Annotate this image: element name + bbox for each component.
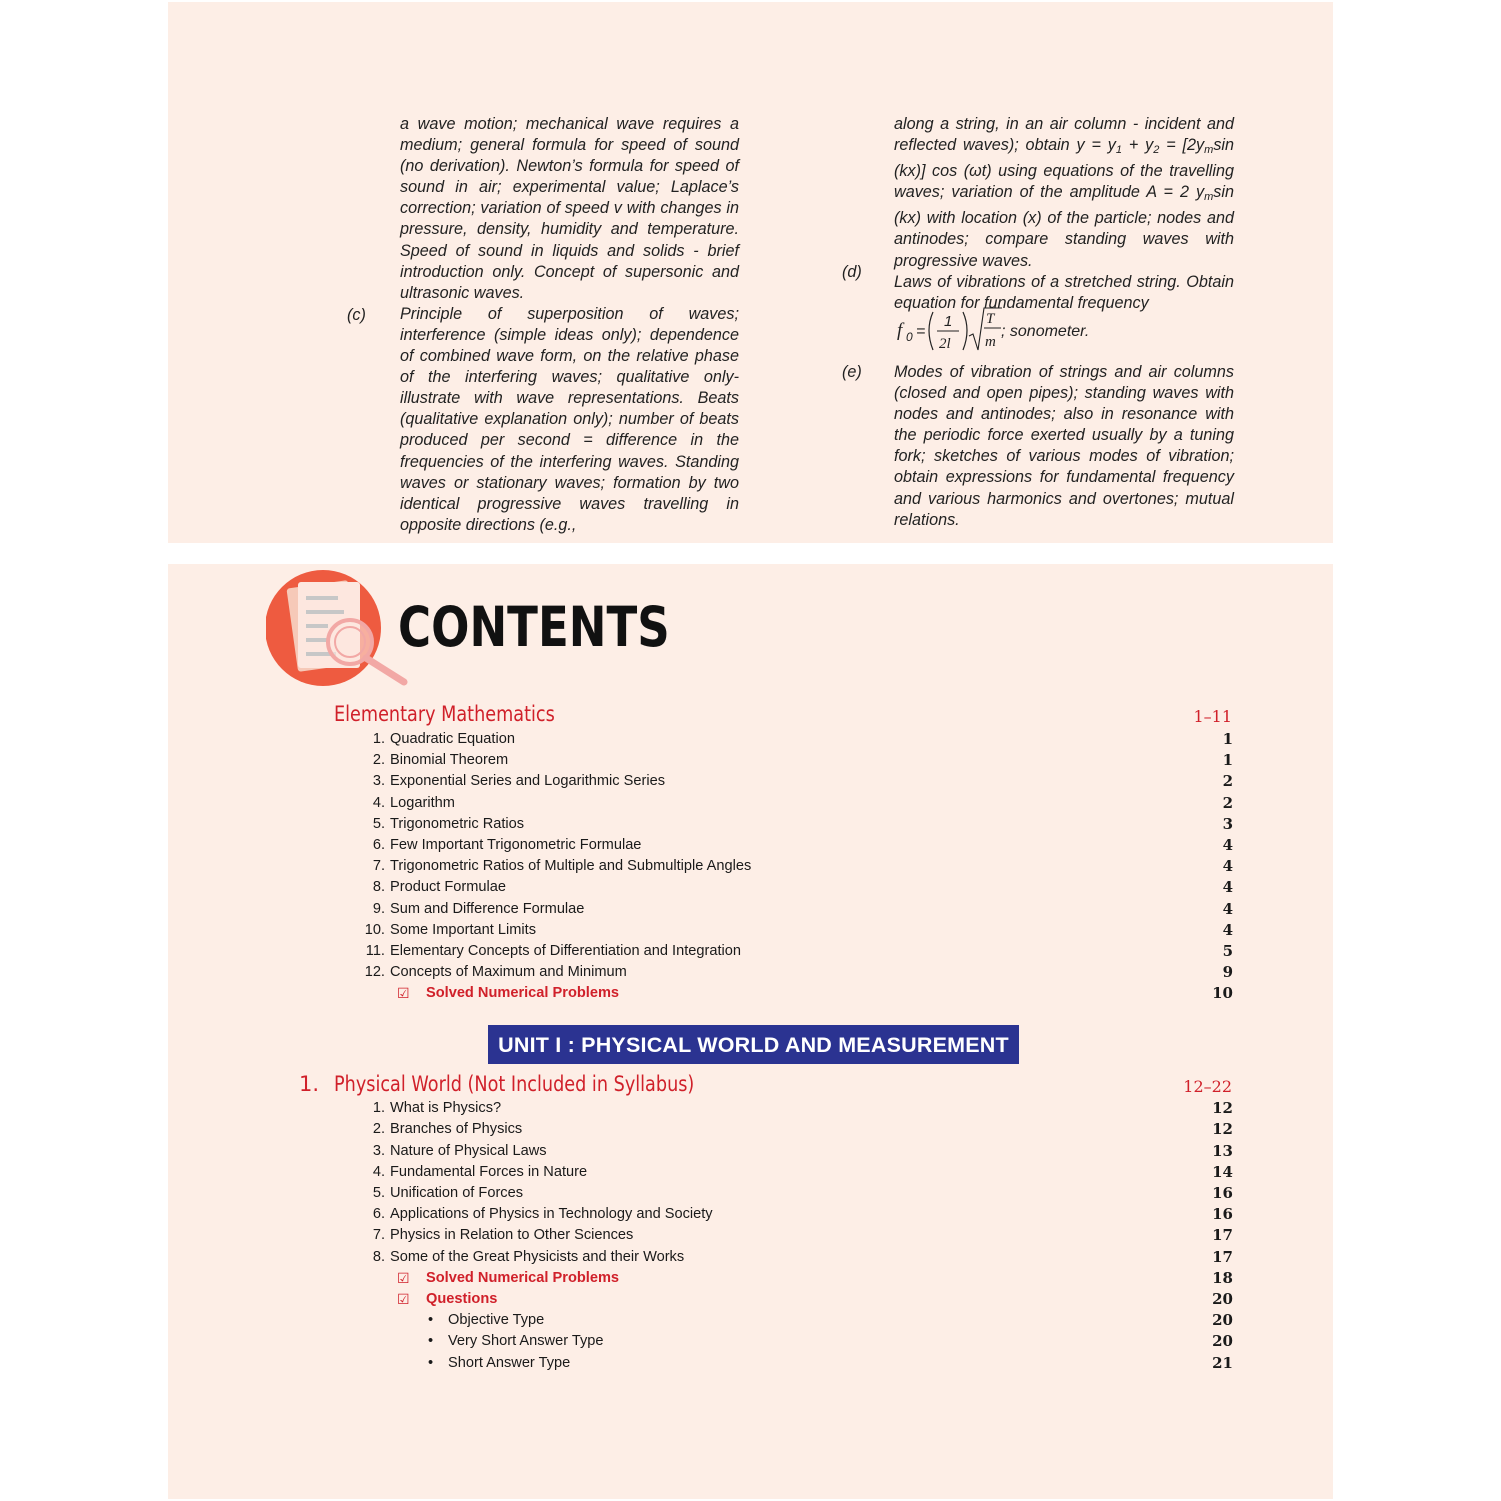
svg-text:m: m <box>985 334 996 350</box>
toc-item-questions[interactable]: ☑ Questions 20 <box>397 1290 1233 1308</box>
toc-item[interactable]: 7. Trigonometric Ratios of Multiple and Submultiple Angles 4 <box>372 857 1233 875</box>
toc-item[interactable]: 1. What is Physics? 12 <box>372 1099 1233 1117</box>
syllabus-right-column <box>894 114 1234 314</box>
syllabus-item-d-text: Laws of vibrations of a stretched string. Obtain equation for fundamental frequency <box>894 272 1234 312</box>
toc-subitem[interactable]: • Very Short Answer Type 20 <box>428 1332 1233 1350</box>
svg-text:1: 1 <box>944 313 953 330</box>
syllabus-marker-d: (d) <box>842 263 862 281</box>
toc-item[interactable]: 1. Quadratic Equation 1 <box>372 730 1233 748</box>
svg-text:2l: 2l <box>939 336 951 352</box>
fundamental-frequency-formula <box>897 306 1217 354</box>
toc-item[interactable]: 6. Few Important Trigonometric Formulae 4 <box>372 836 1233 854</box>
svg-text:=: = <box>916 323 926 340</box>
syllabus-item-c-text: Principle of superposition of waves; interference (simple ideas only); dependence of combined wave form, on the relative phase of the interfering waves; qualitative only- illustrate with wave representations. Beats (qualitative explanation only); number of beats produced per second = difference in the frequencies of the interfering waves. Standing waves or stationary waves; formation by two identical progressive waves travelling in opposite directions (e.g., <box>400 304 739 534</box>
toc-item[interactable]: 6. Applications of Physics in Technology and Society 16 <box>372 1205 1233 1223</box>
checkbox-icon: ☑ <box>397 1291 410 1307</box>
checkbox-icon: ☑ <box>397 985 410 1001</box>
toc-item[interactable]: 12. Concepts of Maximum and Minimum 9 <box>364 963 1233 981</box>
toc-item[interactable]: 5. Trigonometric Ratios 3 <box>372 815 1233 833</box>
contents-magnifier-icon <box>266 570 416 690</box>
bullet-icon: • <box>428 1333 434 1349</box>
toc-item[interactable]: 10. Some Important Limits 4 <box>364 921 1233 939</box>
syllabus-text-standing-waves: along a string, in an air column - incident and reflected waves); obtain $y = y_1 + y_2 = [2y_m\sin$ (kx)] cos (ωt) using equations of the travelling waves; variation of the amplitude A = 2 $y_m\sin$ (kx) with location (x) of the particle; nodes and antinodes; compare standing waves with progressive waves. <box>894 115 1235 270</box>
chapter-title-elementary-mathematics: Elementary Mathematics <box>334 702 555 726</box>
toc-item[interactable]: 8. Some of the Great Physicists and their Works 17 <box>372 1248 1233 1266</box>
bullet-icon: • <box>428 1355 434 1371</box>
unit-banner: UNIT I : PHYSICAL WORLD AND MEASUREMENT <box>488 1025 1019 1064</box>
chapter-number: 1. <box>299 1072 320 1096</box>
toc-subitem[interactable]: • Objective Type 20 <box>428 1311 1233 1329</box>
checkbox-icon: ☑ <box>397 1270 410 1286</box>
toc-item[interactable]: 4. Logarithm 2 <box>372 794 1233 812</box>
toc-item[interactable]: 5. Unification of Forces 16 <box>372 1184 1233 1202</box>
toc-item[interactable]: 3. Exponential Series and Logarithmic Series 2 <box>372 772 1233 790</box>
chapter-title-physical-world[interactable]: Physical World (Not Included in Syllabus) <box>334 1072 695 1096</box>
toc-item[interactable]: 11. Elementary Concepts of Differentiation and Integration 5 <box>365 942 1233 960</box>
chapter-page-range: 1–11 <box>1193 707 1232 726</box>
toc-item[interactable]: 8. Product Formulae 4 <box>372 878 1233 896</box>
chapter-page-range: 12–22 <box>1183 1077 1232 1096</box>
syllabus-item-e <box>894 362 1234 531</box>
toc-item[interactable]: 7. Physics in Relation to Other Sciences 17 <box>372 1226 1233 1244</box>
toc-item-solved-problems[interactable]: ☑ Solved Numerical Problems 18 <box>397 1269 1233 1287</box>
syllabus-left-column <box>400 114 739 536</box>
toc-item[interactable]: 4. Fundamental Forces in Nature 14 <box>372 1163 1233 1181</box>
syllabus-marker-c: (c) <box>347 306 366 324</box>
toc-item[interactable]: 9. Sum and Difference Formulae 4 <box>372 900 1233 918</box>
syllabus-text-continued: a wave motion; mechanical wave requires a medium; general formula for speed of sound (no derivation). Newton’s formula for speed of sound in air; experimental value; Laplace’s correction; variation of speed v with changes in pressure, density, humidity and temperature. Speed of sound in liquids and solids - brief introduction only. Concept of supersonic and ultrasonic waves. <box>400 115 739 302</box>
syllabus-item-e-text: Modes of vibration of strings and air columns (closed and open pipes); standing waves with nodes and antinodes; also in resonance with the periodic force exerted usually by a tuning fork; sketches of various modes of vibration; obtain expressions for fundamental frequency and various harmonics and overtones; mutual relations. <box>894 363 1234 529</box>
toc-item[interactable]: 2. Binomial Theorem 1 <box>372 751 1233 769</box>
svg-text:; sonometer.: ; sonometer. <box>1001 323 1090 340</box>
toc-item-solved-problems[interactable]: ☑ Solved Numerical Problems 10 <box>397 984 1233 1002</box>
svg-text:0: 0 <box>906 330 913 344</box>
syllabus-marker-e: (e) <box>842 363 862 381</box>
toc-item[interactable]: 2. Branches of Physics 12 <box>372 1120 1233 1138</box>
toc-item[interactable]: 3. Nature of Physical Laws 13 <box>372 1142 1233 1160</box>
svg-text:T: T <box>986 311 995 327</box>
bullet-icon: • <box>428 1312 434 1328</box>
contents-title: CONTENTS <box>398 595 670 659</box>
toc-subitem[interactable]: • Short Answer Type 21 <box>428 1354 1233 1372</box>
svg-text:f: f <box>897 320 903 341</box>
